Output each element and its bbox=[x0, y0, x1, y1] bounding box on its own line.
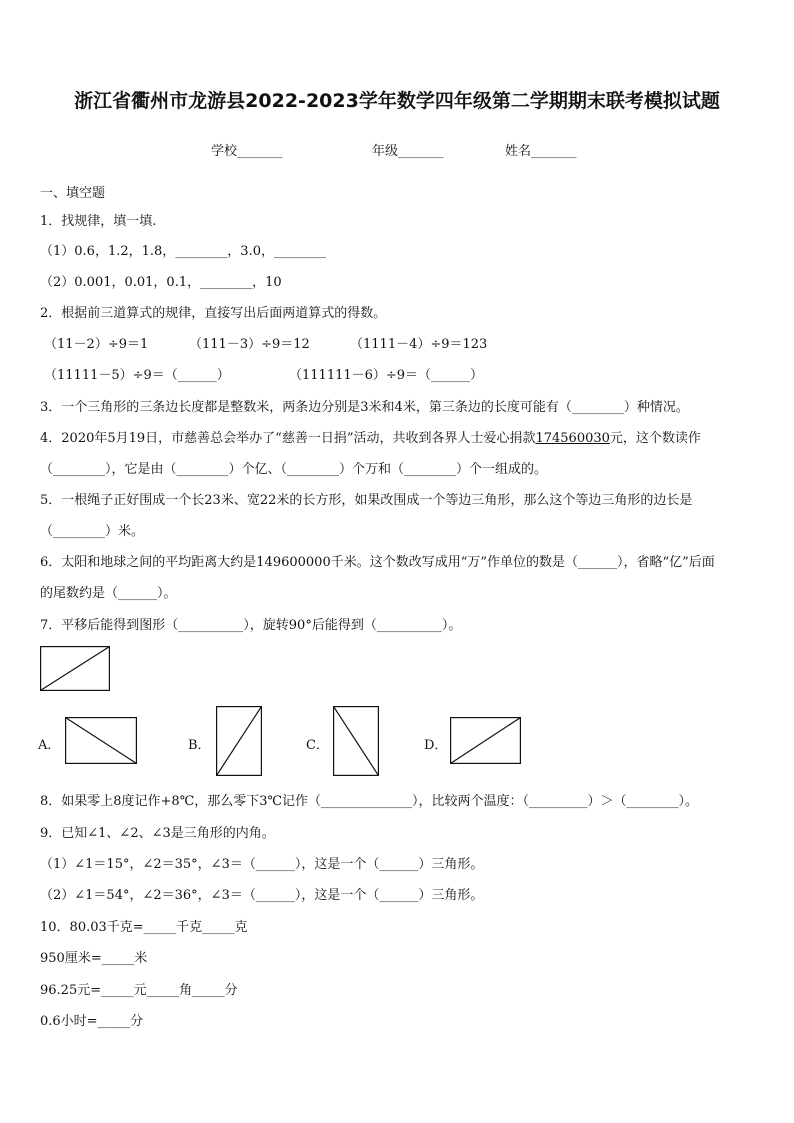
q2-equation-3: （1111－4）÷9＝123 bbox=[350, 337, 488, 352]
q9-part2: （2）∠1＝54°，∠2＝36°，∠3＝（______），这是一个（______）三角形。 bbox=[40, 888, 484, 903]
q1-part2: （2）0.001，0.01，0.1，________，10 bbox=[40, 275, 282, 290]
section-heading: 一、填空题 bbox=[40, 186, 106, 201]
q5-line2: （________）米。 bbox=[40, 524, 145, 539]
q4-line2: （________），它是由（________）个亿、（________）个万和（________）个一组成的。 bbox=[40, 462, 548, 477]
q4-line1 bbox=[40, 427, 701, 446]
q7-option-b-label[interactable]: B． bbox=[188, 738, 211, 753]
figure-diagonal bbox=[41, 647, 110, 691]
q2-equation-1: （11－2）÷9＝1 bbox=[44, 337, 149, 352]
q7-option-c-figure[interactable] bbox=[333, 706, 379, 776]
q10-part1: 10．80.03千克=_____千克_____克 bbox=[40, 920, 248, 935]
q5-line1: 5．一根绳子正好围成一个长23米、宽22米的长方形，如果改围成一个等边三角形，那么这个等边三角形的边长是 bbox=[40, 493, 693, 508]
q4-text-post: 元，这个数读作 bbox=[609, 431, 701, 446]
q7-option-a-figure[interactable] bbox=[65, 717, 137, 764]
q9-stem: 9．已知∠1、∠2、∠3是三角形的内角。 bbox=[40, 826, 275, 841]
q7-option-c-label[interactable]: C． bbox=[306, 738, 329, 753]
q1-part1: （1）0.6，1.2，1.8，________，3.0，________ bbox=[40, 244, 326, 259]
name-field[interactable]: 姓名_______ bbox=[505, 144, 577, 159]
q10-part2: 950厘米=_____米 bbox=[40, 951, 148, 966]
q2-equation-2: （111－3）÷9＝12 bbox=[189, 337, 310, 352]
q1-stem: 1．找规律，填一填. bbox=[40, 214, 157, 229]
q7-stem: 7．平移后能得到图形（__________），旋转90°后能得到（__________）。 bbox=[40, 618, 462, 633]
grade-field[interactable]: 年级_______ bbox=[372, 144, 444, 159]
figure-diagonal bbox=[66, 718, 137, 764]
q7-option-d-label[interactable]: D． bbox=[424, 738, 448, 753]
q3-text: 3．一个三角形的三条边长度都是整数米，两条边分别是3米和4米，第三条边的长度可能有（________）种情况。 bbox=[40, 400, 689, 415]
q6-line1: 6．太阳和地球之间的平均距离大约是149600000千米。这个数改写成用“万”作单位的数是（______），省略“亿”后面 bbox=[40, 555, 715, 570]
school-field[interactable]: 学校_______ bbox=[211, 144, 283, 159]
q4-text-pre: 4．2020年5月19日，市慈善总会举办了“慈善一日捐”活动，共收到各界人士爱心捐款 bbox=[40, 431, 536, 446]
q7-reference-figure bbox=[40, 646, 110, 691]
q7-option-d-figure[interactable] bbox=[450, 717, 521, 764]
q2-equation-4: （11111－5）÷9＝（______） bbox=[44, 368, 230, 383]
figure-diagonal bbox=[334, 707, 379, 776]
q2-equation-5: （111111－6）÷9＝（______） bbox=[289, 368, 484, 383]
q2-stem: 2．根据前三道算式的规律，直接写出后面两道算式的得数。 bbox=[40, 306, 387, 321]
q7-option-a-label[interactable]: A． bbox=[38, 738, 61, 753]
q8-text: 8．如果零上8度记作+8℃，那么零下3℃记作（______________），比较两个温度：（_________）＞（________）。 bbox=[40, 794, 699, 809]
q4-amount: 174560030 bbox=[535, 431, 610, 446]
q6-line2: 的尾数约是（______）。 bbox=[40, 586, 177, 601]
figure-diagonal bbox=[217, 707, 262, 776]
q10-part3: 96.25元=_____元_____角_____分 bbox=[40, 983, 238, 998]
page-title: 浙江省衢州市龙游县2022-2023学年数学四年级第二学期期末联考模拟试题 bbox=[74, 90, 720, 112]
q7-option-b-figure[interactable] bbox=[216, 706, 262, 776]
q9-part1: （1）∠1＝15°，∠2＝35°，∠3＝（______），这是一个（______）三角形。 bbox=[40, 857, 484, 872]
q10-part4: 0.6小时=_____分 bbox=[40, 1014, 144, 1029]
figure-diagonal bbox=[451, 718, 521, 764]
